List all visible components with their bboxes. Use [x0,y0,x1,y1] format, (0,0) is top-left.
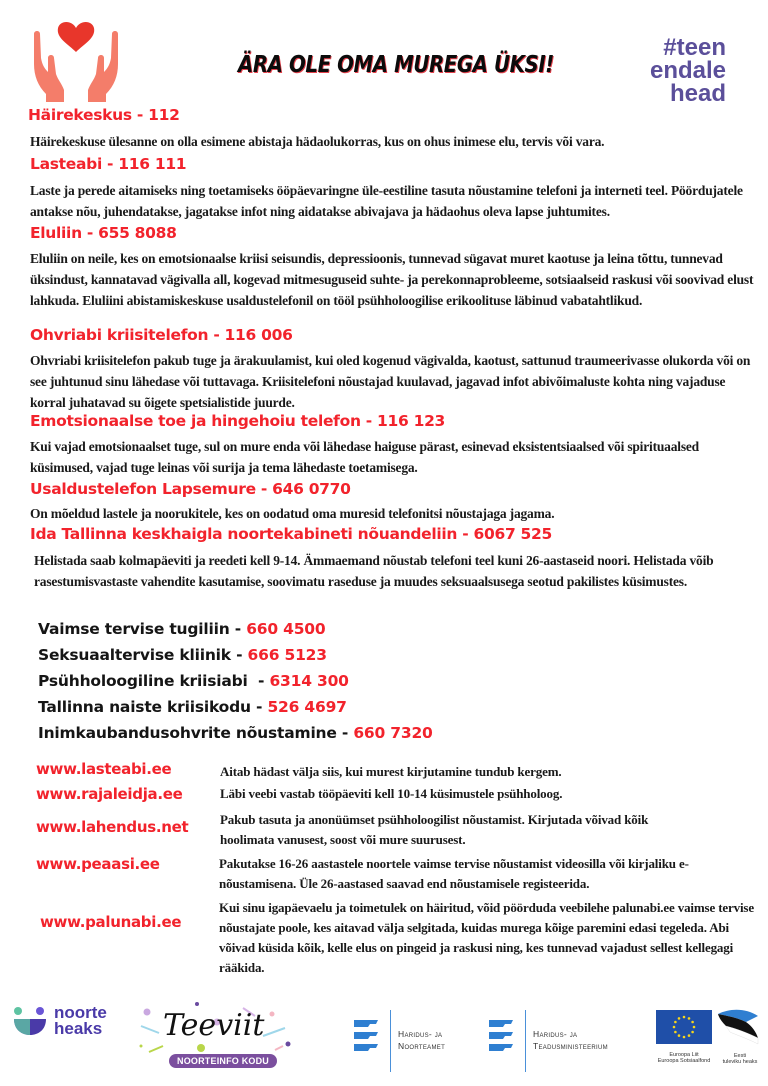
hashtag-line: #teen [663,34,726,61]
phone-number[interactable]: 526 4697 [267,698,347,716]
heart-in-hands-logo [28,18,124,102]
section-text-lapsemure: On mõeldud lastele ja noorukitele, kes on oodatud oma muresid telefonitsi nõustajaga jagama. [30,506,555,521]
website-link[interactable]: www.rajaleidja.ee [36,785,183,803]
section-text-eluliin: Eluliin on neile, kes on emotsionaalse kriisi seisundis, depressioonis, tunnevad sügavat muret kaotuse ja leina tõttu, tunnevad üksindust, kannatavad vägivalla all, kogevad mitmesuguseid suhte- ja perekonnaprobleeme, sotsiaalseid raskusi või soovivad elust lahkuda. Eluliini abistamiskeskuse usaldustelefonil on tööl psühholoogilise erikoolituse läbinud vabatahtlikud. [30,251,754,308]
hotline-item: Inimkaubandusohvrite nõustamine - 660 7320 [38,724,433,742]
estonian-flag-wave-icon [716,1008,764,1046]
ministry-name-line: Teadusministeerium [533,1041,608,1051]
teeviit-name: Teeviit [163,1008,265,1043]
page-title: ÄRA OLE OMA MUREGA ÜKSI! [238,52,554,78]
noorteinfo-kodu-badge: NOORTEINFO KODU [169,1054,277,1068]
phone-number[interactable]: 6314 300 [269,672,349,690]
three-lions-coat-of-arms-icon [487,1018,515,1056]
haridus-ja-noorteamet-logo [352,1010,472,1072]
phone-number[interactable]: 666 5123 [247,646,327,664]
phone-number[interactable]: 660 7320 [353,724,433,742]
eu-caption-line: Euroopa Liit [669,1052,699,1058]
heart-in-hands-icon [28,18,124,102]
section-heading-noortekabinet: Ida Tallinna keskhaigla noortekabineti nõuandeliin - 6067 525 [30,525,552,543]
website-description: Läbi veebi vastab tööpäeviti kell 10-14 küsimustele psühholoog. [220,786,563,801]
eu-caption-line: Euroopa Sotsiaalfond [657,1058,711,1064]
section-text-hairekeskus: Häirekeskuse ülesanne on olla esimene abistaja hädaolukorras, kus on ohus inimese elu, tervis või vara. [30,134,605,149]
website-link[interactable]: www.peaasi.ee [36,855,160,873]
hotline-item: Psühholoogiline kriisiabi - 6314 300 [38,672,349,690]
section-text-hingehoiu: Kui vajad emotsionaalset tuge, sul on mure enda või lähedase haiguse pärast, esinevad eksistentsiaalsed või spirituaalsed küsimused, vajad tuge leinas või surija ja tema lähedaste toetamisega. [30,439,699,475]
website-description: Pakutakse 16-26 aastastele noortele vaimse tervise nõustamist videosilla või kirjaliku e-nõustamisena. Üle 26-aastased saavad end nõustamisele registeerida. [219,856,689,891]
website-description: Aitab hädast välja siis, kui murest kirjutamine tundub kergem. [220,764,562,779]
noorte-heaks-logo [12,1004,122,1038]
website-link[interactable]: www.palunabi.ee [40,913,182,931]
section-heading-hingehoiu: Emotsionaalse toe ja hingehoiu telefon - 116 123 [30,412,446,430]
section-heading-eluliin: Eluliin - 655 8088 [30,224,177,242]
hotline-item: Seksuaaltervise kliinik - 666 5123 [38,646,327,664]
eu-flag-icon [656,1010,712,1044]
eu-social-fund-logo [656,1010,712,1066]
noorte-heaks-line: noorte [54,1003,107,1022]
haridus-ja-teadusministeerium-logo [487,1010,637,1072]
divider [525,1010,526,1072]
hotline-item: Vaimse tervise tugiliin - 660 4500 [38,620,326,638]
section-text-ohvriabi: Ohvriabi kriisitelefon pakub tuge ja ärakuulamist, kui oled kogenud vägivalda, kaotust, sattunud traumeerivasse olukorda või on see juhtunud sinu lähedase või tuttavaga. Kriisitelefoni nõustajad kuulavad, jagavad infot abivõimaluste kohta ning vajaduse korral juhatavad su õigete spetsialistide juurde. [30,353,751,410]
ministry-name-line: Haridus- ja [533,1029,578,1039]
estonia-caption-line: Eesti [733,1053,747,1059]
divider [390,1010,391,1072]
three-lions-coat-of-arms-icon [352,1018,380,1056]
noorte-heaks-icon [12,1006,48,1036]
hotline-item: Tallinna naiste kriisikodu - 526 4697 [38,698,347,716]
estonia-caption-line: tuleviku heaks [722,1059,758,1065]
website-link[interactable]: www.lasteabi.ee [36,760,172,778]
section-text-noortekabinet: Helistada saab kolmapäeviti ja reedeti kell 9-14. Ämmaemand nõustab telefoni teel kuni 26-aastaseid noori. Helistada võib rasestumisvastaste vahendite kasutamise, soovimatu raseduse ja muudes seksuaalsusega seotud pakilistes küsimustes. [34,553,714,589]
website-description: Pakub tasuta ja anonüümset psühholoogilist nõustamist. Kirjutada võivad kõik hoolimata vanusest, soost või mure suurusest. [220,812,649,847]
website-description: Kui sinu igapäevaelu ja toimetulek on häiritud, võid pöörduda veebilehe palunabi.ee vaimse tervise nõustajate poole, kes aitavad välja selgitada, kuidas murega kõige paremini edasi tegeleda. Abi võivad küsida kõik, kelle elus on pingeid ja raskusi ning, kes tunnevad vajadust sellest kellegagi rääkida. [219,900,754,975]
hashtag-line: endale [649,57,726,84]
hotline-list [38,620,433,750]
teeviit-logo [135,1000,295,1072]
section-heading-lapsemure: Usaldustelefon Lapsemure - 646 0770 [30,480,351,498]
section-heading-ohvriabi: Ohvriabi kriisitelefon - 116 006 [30,326,293,344]
section-heading-lasteabi: Lasteabi - 116 111 [30,155,187,173]
section-text-lasteabi: Laste ja perede aitamiseks ning toetamiseks ööpäevaringne üle-eestiline tasuta nõustamine telefoni ja interneti teel. Pöördujatele antakse nõu, juhendatakse, jagatakse infot ning aidatakse abivajava ja hädaohus oleva lapse juhtumites. [30,183,743,219]
ministry-name-line: Haridus- ja [398,1029,443,1039]
hashtag-line: head [669,80,726,107]
noorte-heaks-line: heaks [54,1019,103,1038]
section-heading-hairekeskus: Häirekeskus - 112 [28,106,180,124]
phone-number[interactable]: 660 4500 [246,620,326,638]
website-link[interactable]: www.lahendus.net [36,818,189,836]
eesti-tuleviku-heaks-logo [716,1008,764,1066]
ministry-name-line: Noorteamet [398,1041,446,1051]
teen-endale-head-logo [616,36,726,105]
